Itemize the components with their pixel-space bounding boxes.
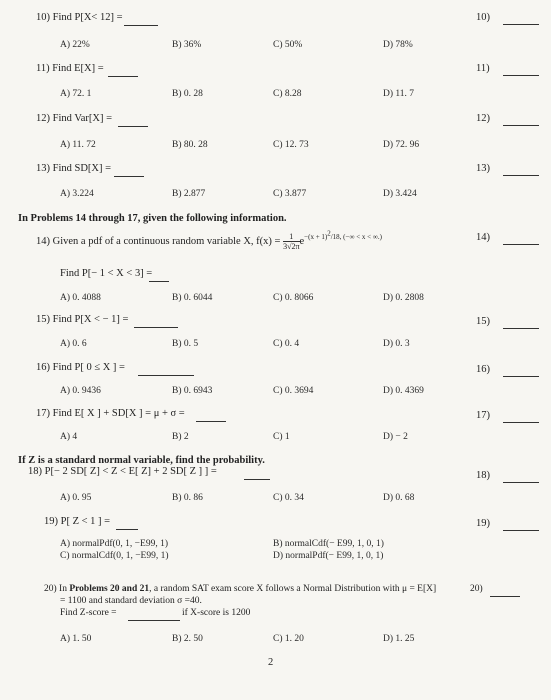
pdf-exponent (304, 230, 382, 242)
q13-option-b: B) 2.877 (172, 189, 206, 199)
find-prompt: Find P[− 1 < X < 3] = (60, 268, 153, 279)
question-14-text: 14) Given a pdf of a continuous random variable X, f(x) = (36, 235, 281, 247)
pdf-exponent-tail: /18, (−∞ < x < ∞.) (330, 233, 382, 242)
q20-option-b: B) 2. 50 (172, 634, 203, 644)
question-11-prompt: 11) Find E[X] = (36, 63, 104, 74)
q10-option-b: B) 36% (172, 40, 202, 50)
answer-line-18 (503, 482, 539, 483)
section-18-19-heading: If Z is a standard normal variable, find the probability. (18, 455, 265, 466)
question-13-prompt: 13) Find SD[X] = (36, 163, 112, 174)
question-14-number: 14) (476, 232, 490, 243)
q12-option-d: D) 72. 96 (383, 140, 420, 150)
question-15-prompt: 15) Find P[X < − 1] = (36, 314, 129, 325)
q20-option-a: A) 1. 50 (60, 634, 92, 644)
question-20-line2: = 1100 and standard deviation σ =40. (60, 596, 202, 606)
q14-option-a: A) 0. 4088 (60, 293, 101, 303)
q19-option-a: A) normalPdf(0, 1, −E99, 1) (60, 539, 168, 549)
find-blank (149, 281, 169, 282)
question-12-number: 12) (476, 113, 490, 124)
question-18-blank (244, 479, 270, 480)
q12-option-b: B) 80. 28 (172, 140, 208, 150)
section-14-17-heading: In Problems 14 through 17, given the following information. (18, 213, 287, 224)
q18-option-b: B) 0. 86 (172, 493, 203, 503)
question-20-line1-post: , a random SAT exam score X follows a Normal Distribution with μ = E[X] (149, 584, 437, 594)
pdf-fraction (283, 232, 299, 251)
q18-option-c: C) 0. 34 (273, 493, 304, 503)
q15-option-c: C) 0. 4 (273, 339, 300, 349)
q15-option-d: D) 0. 3 (383, 339, 410, 349)
question-18-prompt: 18) P[− 2 SD[ Z] < Z < E[ Z] + 2 SD[ Z ] ] = (28, 466, 217, 477)
question-15-blank (134, 327, 178, 328)
question-12-blank (118, 126, 148, 127)
q10-option-d: D) 78% (383, 40, 413, 50)
pdf-fraction-numerator: 1 (283, 232, 299, 242)
question-19-number: 19) (476, 518, 490, 529)
question-15-number: 15) (476, 316, 490, 327)
question-13-number: 13) (476, 163, 490, 174)
answer-line-20 (490, 596, 520, 597)
q20-option-d: D) 1. 25 (383, 634, 415, 644)
question-14-prompt (36, 230, 382, 251)
q14-option-d: D) 0. 2808 (383, 293, 424, 303)
q19-option-d: D) normalPdf(− E99, 1, 0, 1) (273, 551, 384, 561)
question-18-number: 18) (476, 470, 490, 481)
question-13-blank (114, 176, 144, 177)
q20-option-c: C) 1. 20 (273, 634, 304, 644)
answer-line-16 (503, 376, 539, 377)
q18-option-d: D) 0. 68 (383, 493, 415, 503)
answer-line-19 (503, 530, 539, 531)
q17-option-a: A) 4 (60, 432, 78, 442)
question-20-line3b: if X-score is 1200 (182, 608, 251, 618)
question-20-number: 20) (470, 584, 483, 594)
question-20-line3a: Find Z-score = (60, 608, 117, 618)
answer-line-11 (503, 75, 539, 76)
q16-option-c: C) 0. 3694 (273, 386, 314, 396)
q11-option-d: D) 11. 7 (383, 89, 415, 99)
question-10-blank (124, 25, 158, 26)
pdf-exponent-text: −(x + 1) (304, 233, 328, 242)
q11-option-a: A) 72. 1 (60, 89, 92, 99)
answer-line-10 (503, 24, 539, 25)
pdf-fraction-denominator: 3√2π (283, 241, 300, 251)
question-19-prompt: 19) P[ Z < 1 ] = (44, 516, 111, 527)
q19-option-c: C) normalCdf(0, 1, −E99, 1) (60, 551, 169, 561)
q13-option-c: C) 3.877 (273, 189, 307, 199)
question-20-line1-pre: 20) In (44, 584, 70, 594)
question-19-blank (116, 529, 138, 530)
page-number: 2 (268, 657, 274, 668)
q10-option-a: A) 22% (60, 40, 90, 50)
q13-option-d: D) 3.424 (383, 189, 417, 199)
q15-option-a: A) 0. 6 (60, 339, 87, 349)
question-11-blank (108, 76, 138, 77)
pdf-exp-base: e (299, 235, 305, 247)
question-11-number: 11) (476, 63, 490, 74)
q17-option-b: B) 2 (172, 432, 189, 442)
pdf-exponent-square: 2 (327, 230, 331, 238)
q17-option-c: C) 1 (273, 432, 290, 442)
answer-line-17 (503, 422, 539, 423)
question-17-number: 17) (476, 410, 490, 421)
q16-option-b: B) 0. 6943 (172, 386, 213, 396)
answer-line-15 (503, 328, 539, 329)
answer-line-12 (503, 125, 539, 126)
question-20-blank (128, 620, 180, 621)
q11-option-b: B) 0. 28 (172, 89, 203, 99)
q17-option-d: D) − 2 (383, 432, 408, 442)
q14-option-c: C) 0. 8066 (273, 293, 314, 303)
question-17-blank (196, 421, 226, 422)
q19-option-b: B) normalCdf(− E99, 1, 0, 1) (273, 539, 384, 549)
q16-option-d: D) 0. 4369 (383, 386, 424, 396)
question-17-prompt: 17) Find E[ X ] + SD[X ] = μ + σ = (36, 408, 185, 419)
question-16-number: 16) (476, 364, 490, 375)
question-20-line1 (44, 584, 436, 594)
q12-option-a: A) 11. 72 (60, 140, 96, 150)
q10-option-c: C) 50% (273, 40, 303, 50)
q16-option-a: A) 0. 9436 (60, 386, 101, 396)
q14-option-b: B) 0. 6044 (172, 293, 213, 303)
question-16-blank (138, 375, 194, 376)
question-10-number: 10) (476, 12, 490, 23)
question-16-prompt: 16) Find P[ 0 ≤ X ] = (36, 362, 125, 373)
q18-option-a: A) 0. 95 (60, 493, 92, 503)
question-10-prompt: 10) Find P[X< 12] = (36, 12, 123, 23)
q11-option-c: C) 8.28 (273, 89, 302, 99)
question-12-prompt: 12) Find Var[X] = (36, 113, 113, 124)
question-20-line1-bold: Problems 20 and 21 (69, 584, 150, 594)
q15-option-b: B) 0. 5 (172, 339, 199, 349)
q12-option-c: C) 12. 73 (273, 140, 309, 150)
answer-line-14 (503, 244, 539, 245)
q13-option-a: A) 3.224 (60, 189, 94, 199)
answer-line-13 (503, 175, 539, 176)
